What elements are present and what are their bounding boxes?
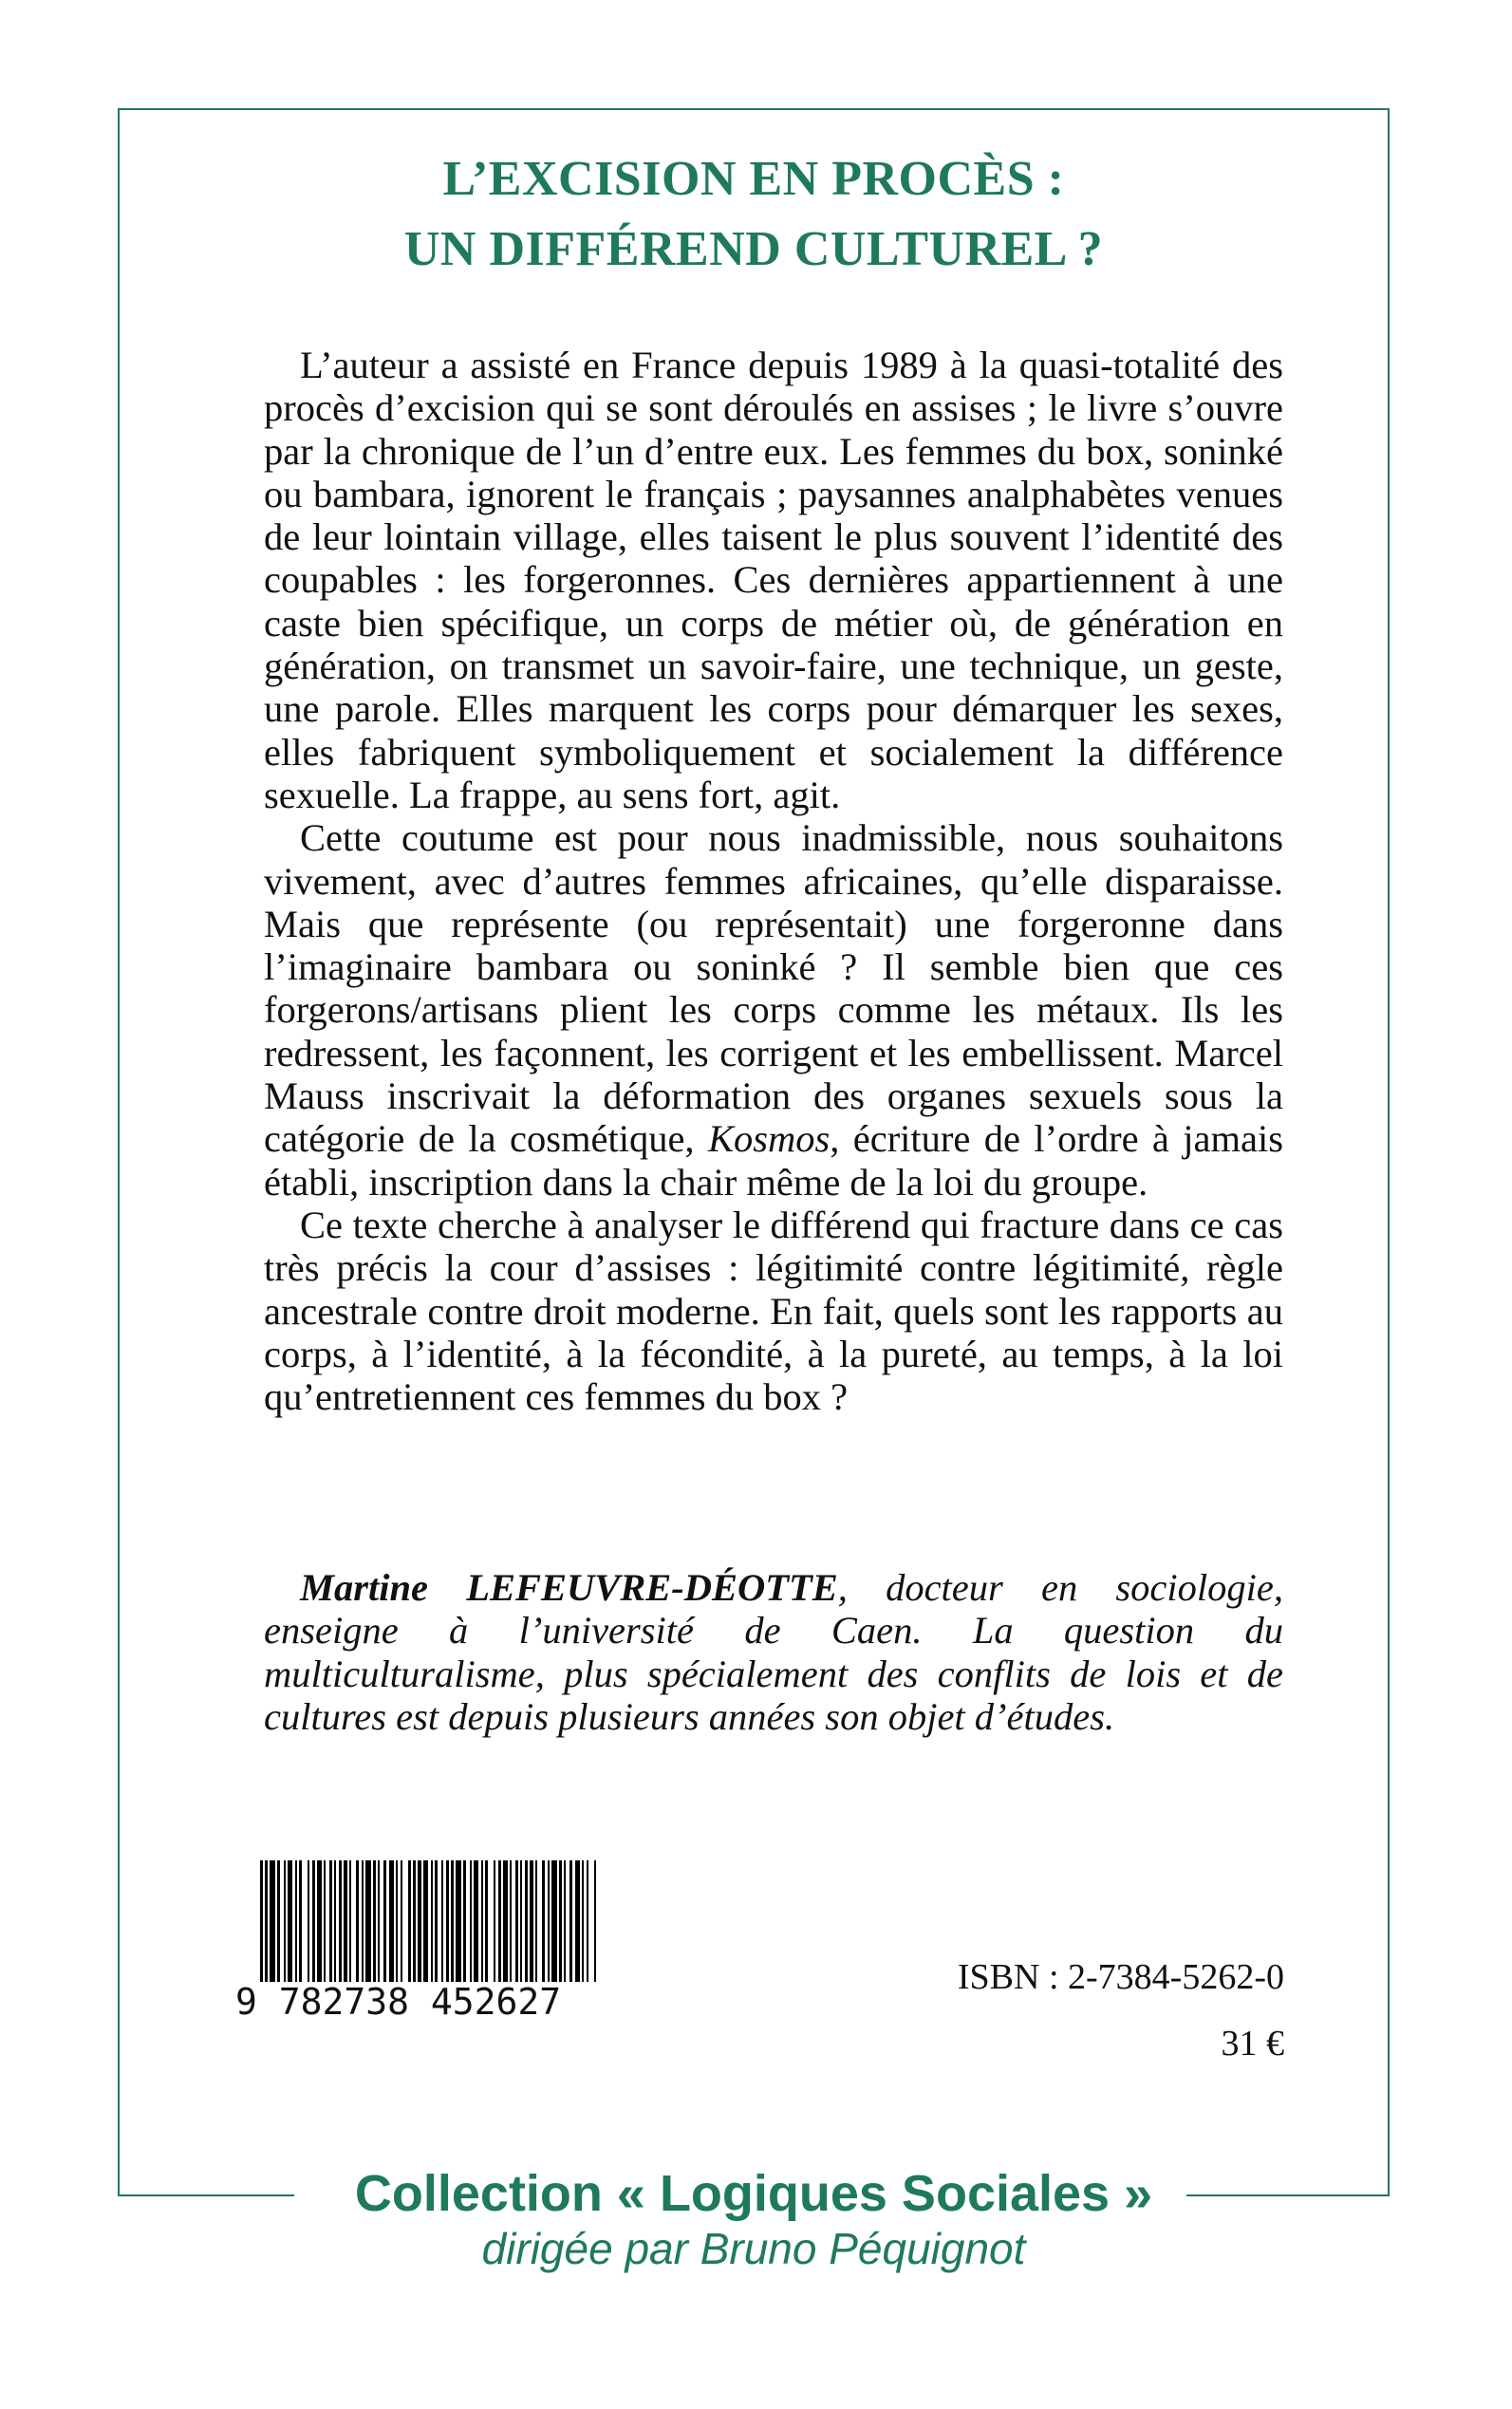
barcode-bar	[339, 1860, 342, 1982]
barcode-bar	[365, 1860, 371, 1982]
barcode-bar	[344, 1860, 347, 1982]
barcode-bars	[260, 1860, 596, 1982]
barcode-bar	[520, 1860, 522, 1982]
barcode-bar	[551, 1860, 557, 1982]
barcode-bar	[463, 1860, 466, 1982]
book-title-line-1: L’EXCISION EN PROCÈS :	[442, 152, 1065, 206]
barcode-bar	[423, 1860, 428, 1982]
barcode-bar	[510, 1860, 512, 1982]
barcode-bar	[378, 1860, 380, 1982]
barcode-bar	[288, 1860, 292, 1982]
barcode	[235, 1860, 596, 2026]
barcode-bar	[265, 1860, 268, 1982]
barcode-bar	[362, 1860, 364, 1982]
barcode-bar	[474, 1860, 478, 1982]
barcode-bar	[401, 1860, 402, 1982]
collection-director: dirigée par Bruno Péquignot	[481, 2224, 1026, 2273]
blurb-paragraph-2-text-a: Cette coutume est pour nous inadmissible, nous souhaitons vivement, avec d’autres femmes africaines, qu’elle disparaisse. Mais que représente (ou représentait) une forgeronne dans l’imaginaire bambara ou soninké ? Il semble bien que ces forgerons/artisans plient les corps comme les métaux. Ils les redressent, les façonnent, les corrigent et les embellissent. Marcel Mauss inscrivait la déformation des organes sexuels sous la catégorie de la cosmétique,	[264, 816, 1283, 1161]
barcode-digits: 9 782738 452627	[235, 1981, 562, 2023]
author-name: Martine LEFEUVRE-DÉOTTE	[300, 1566, 838, 1609]
barcode-bar	[356, 1860, 359, 1982]
barcode-bar	[548, 1860, 550, 1982]
barcode-bar	[373, 1860, 376, 1982]
kosmos-italic: Kosmos	[707, 1117, 831, 1161]
blurb-paragraph-3: Ce texte cherche à analyser le différend qui fracture dans ce cas très précis la cour d’assises : légitimité contre légitimité, règle ancestrale contre droit moderne. En fait, quels sont les rapports au corps, à l’identité, à la fécondité, à la pureté, au temps, à la loi qu’entretiennent ces femmes du box ?	[264, 1203, 1283, 1419]
isbn-number: ISBN : 2-7384-5262-0	[957, 1957, 1284, 1997]
book-title-line-2: UN DIFFÉREND CULTUREL ?	[403, 222, 1104, 276]
barcode-bar	[270, 1860, 275, 1982]
barcode-bar	[408, 1860, 411, 1982]
barcode-bar	[470, 1860, 472, 1982]
barcode-bar	[564, 1860, 566, 1982]
barcode-bar	[277, 1860, 280, 1982]
barcode-bar	[260, 1860, 263, 1982]
book-title	[118, 144, 1390, 285]
barcode-bar	[542, 1860, 545, 1982]
barcode-bar	[418, 1860, 421, 1982]
author-bio	[264, 1566, 1283, 1738]
barcode-bar	[503, 1860, 508, 1982]
barcode-bar	[525, 1860, 528, 1982]
barcode-bar	[312, 1860, 315, 1982]
barcode-bar	[446, 1860, 449, 1982]
barcode-bar	[569, 1860, 572, 1982]
barcode-bar	[329, 1860, 332, 1982]
barcode-bar	[451, 1860, 454, 1982]
blurb-paragraph-1: L’auteur a assisté en France depuis 1989 à la quasi-totalité des procès d’excision qui se sont déroulés en assises ; le livre s’ouvre par la chronique de l’un d’entre eux. Les femmes du box, soninké ou bambara, ignorent le français ; paysannes analphabètes venues de leur lointain village, elles taisent le plus souvent l’identité des coupables : les forgeronnes. Ces dernières appartiennent à une caste bien spécifique, un corps de métier où, de génération en génération, on transmet un savoir-faire, une technique, un geste, une parole. Elles marquent les corps pour démarquer les sexes, elles fabriquent symboliquement et socialement la différence sexuelle. La frappe, au sens fort, agit.	[264, 344, 1283, 816]
blurb-paragraph-2	[264, 816, 1283, 1204]
barcode-bar	[535, 1860, 537, 1982]
barcode-bar	[481, 1860, 483, 1982]
barcode-bar	[594, 1860, 596, 1982]
barcode-bar	[485, 1860, 488, 1982]
barcode-bar	[494, 1860, 495, 1982]
barcode-bar	[559, 1860, 562, 1982]
barcode-bar	[431, 1860, 433, 1982]
barcode-bar	[383, 1860, 386, 1982]
barcode-bar	[334, 1860, 336, 1982]
barcode-bar	[441, 1860, 443, 1982]
barcode-bar	[299, 1860, 302, 1982]
barcode-bar	[349, 1860, 351, 1982]
barcode-bar	[324, 1860, 326, 1982]
barcode-bar	[389, 1860, 394, 1982]
barcode-bar	[295, 1860, 297, 1982]
barcode-bar	[530, 1860, 533, 1982]
barcode-bar	[413, 1860, 416, 1982]
barcode-bar	[498, 1860, 501, 1982]
blurb	[264, 344, 1283, 1418]
barcode-bar	[575, 1860, 580, 1982]
barcode-bar	[308, 1860, 309, 1982]
barcode-bar	[515, 1860, 518, 1982]
barcode-bar	[284, 1860, 286, 1982]
price: 31 €	[1221, 2024, 1284, 2064]
barcode-bar	[435, 1860, 438, 1982]
blurb-paragraph-2-text-b: , écriture de l’ordre à jamais établi, inscription dans la chair même de la loi du groupe.	[264, 1117, 1284, 1204]
collection-name: Collection « Logiques Sociales »	[354, 2165, 1153, 2222]
barcode-bar	[582, 1860, 584, 1982]
barcode-bar	[396, 1860, 398, 1982]
author-bio-text: , docteur en sociologie, enseigne à l’université de Caen. La question du multiculturalisme, plus spécialement des conflits de lois et de cultures est depuis plusieurs années son objet d’études.	[264, 1566, 1283, 1738]
barcode-bar	[587, 1860, 588, 1982]
barcode-bar	[317, 1860, 322, 1982]
barcode-bar	[456, 1860, 461, 1982]
